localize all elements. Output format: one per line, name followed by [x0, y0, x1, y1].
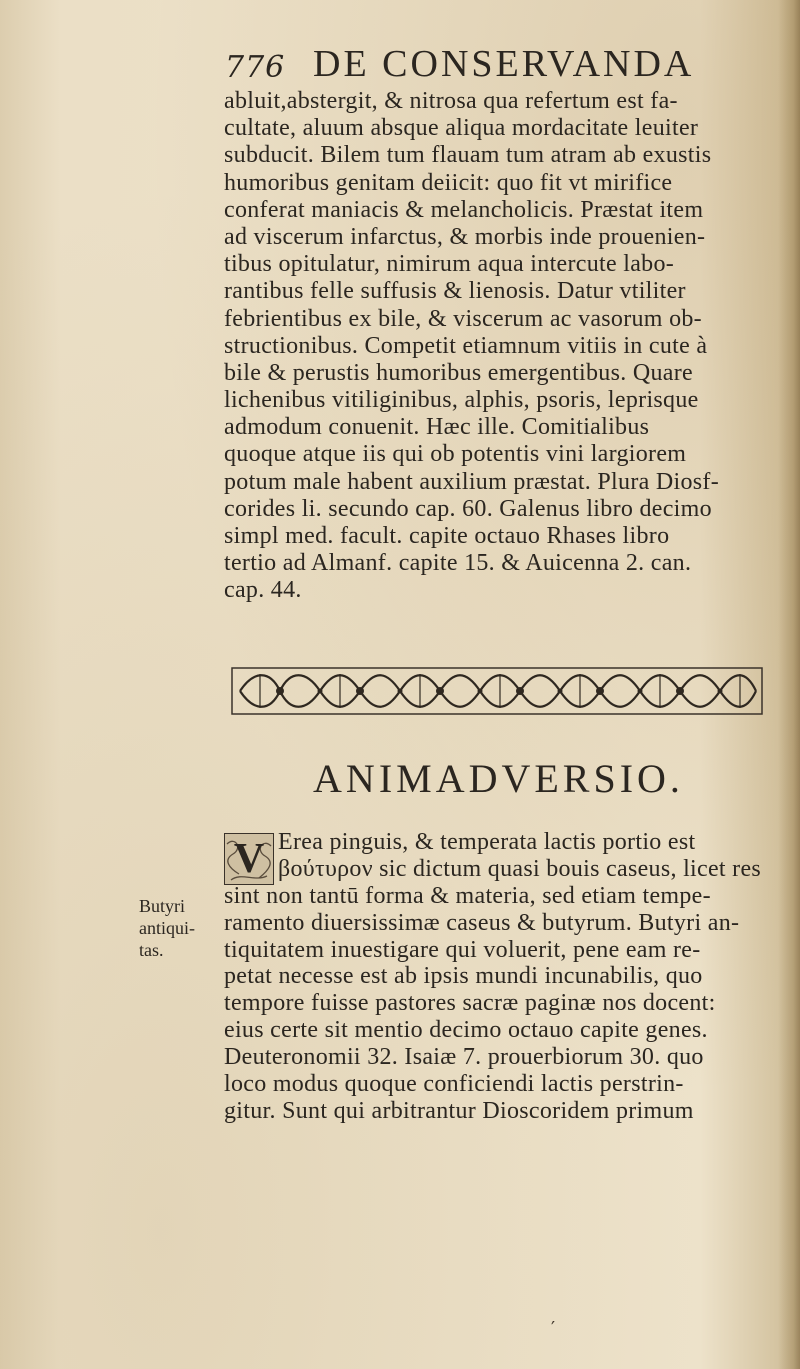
text-line: febrientibus ex bile, & viscerum ac vasorum ob-	[224, 305, 702, 332]
text-line: Deuteronomii 32. Isaiæ 7. prouerbiorum 30. quo	[224, 1044, 704, 1071]
text-line: ramento diuersissimæ caseus & butyrum. Butyri an-	[224, 909, 740, 936]
text-line: ad viscerum infarctus, & morbis inde prouenien-	[224, 223, 706, 250]
text-line: structionibus. Competit etiamnum vitiis in cute à	[224, 332, 708, 359]
section-text-block	[224, 829, 772, 1125]
text-line: tibus opitulatur, nimirum aqua intercute labo-	[224, 251, 675, 278]
drop-cap-letter: V	[233, 836, 265, 882]
text-line: rantibus felle suffusis & lienosis. Datur vtiliter	[224, 278, 686, 305]
text-line: cultate, aluum absque aliqua mordacitate leuiter	[224, 115, 699, 142]
text-line: tiquitatem inuestigare qui voluerit, pene eam re-	[224, 936, 701, 963]
marginal-note-line: antiqui-	[139, 918, 195, 938]
marginal-note	[139, 895, 195, 961]
text-line: cap. 44.	[224, 577, 302, 604]
text-line: eius certe sit mentio decimo octauo capite genes.	[224, 1017, 708, 1044]
text-line: loco modus quoque conficiendi lactis perstrin-	[224, 1071, 684, 1098]
text-line: corides li. secundo cap. 60. Galenus libro decimo	[224, 495, 712, 522]
text-line: humoribus genitam deiicit: quo fit vt mirifice	[224, 169, 673, 196]
stray-ink-mark: ′	[551, 1318, 556, 1339]
text-line: gitur. Sunt qui arbitrantur Dioscoridem primum	[224, 1097, 694, 1124]
text-line: tertio ad Almanf. capite 15. & Auicenna 2. can.	[224, 550, 692, 577]
section-title: ANIMADVERSIO.	[313, 756, 684, 801]
text-line: sint non tantū forma & materia, sed etiam tempe-	[224, 882, 711, 909]
text-line: bile & perustis humoribus emergentibus. Quare	[224, 359, 693, 386]
text-line: quoque atque iis qui ob potentis vini largiorem	[224, 441, 687, 468]
main-text-block	[224, 88, 772, 605]
text-line: βούτυρον sic dictum quasi bouis caseus, licet res	[278, 855, 762, 882]
text-line: petat necesse est ab ipsis mundi incunabilis, quo	[224, 963, 703, 990]
running-head: DE CONSERVANDA	[313, 43, 695, 85]
text-line: tempore fuisse pastores sacræ paginæ nos docent:	[224, 990, 716, 1017]
text-line: admodum conuenit. Hæc ille. Comitialibus	[224, 414, 650, 441]
decorative-ornament-band	[230, 664, 764, 718]
page-number: 776	[225, 50, 286, 85]
text-line: abluit,abstergit, & nitrosa qua refertum est fa-	[224, 88, 678, 114]
page-edge-shadow	[778, 0, 800, 1369]
text-line: subducit. Bilem tum flauam tum atram ab exustis	[224, 142, 712, 169]
marginal-note-line: tas.	[139, 940, 164, 960]
page-header	[225, 42, 745, 88]
text-line: conferat maniacis & melancholicis. Præstat item	[224, 196, 704, 223]
text-line: potum male habent auxilium præstat. Plura Diosf-	[224, 468, 719, 495]
text-line: Erea pinguis, & temperata lactis portio est	[278, 829, 696, 855]
text-line: simpl med. facult. capite octauo Rhases libro	[224, 523, 670, 549]
marginal-note-line: Butyri	[139, 896, 186, 916]
text-line: lichenibus vitiliginibus, alphis, psoris, leprisque	[224, 387, 699, 414]
